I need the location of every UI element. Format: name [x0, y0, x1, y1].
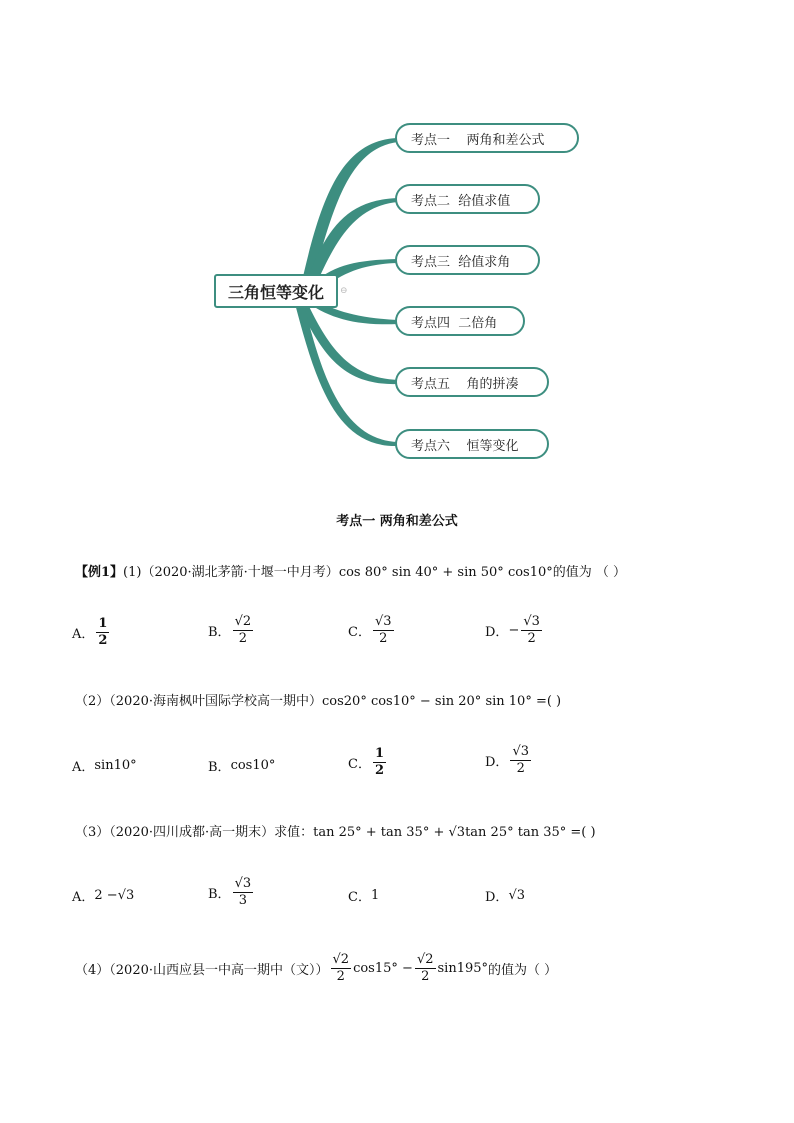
section-title: 考点一 两角和差公式	[336, 514, 458, 529]
radicand: 3	[242, 876, 252, 891]
branch-1: 考点一 两角和差公式	[395, 123, 579, 153]
denominator: 2	[98, 633, 108, 648]
option-label: D．	[485, 890, 509, 905]
option-label: A．	[72, 627, 95, 642]
sign: −	[508, 623, 520, 638]
question-3: （3）（2020·四川成都·高一期末）求值：tan 25° + tan 35° + √3tan 25° tan 35° =( )	[75, 825, 596, 840]
radicand: 3	[456, 825, 466, 840]
option-value: sin10°	[94, 758, 137, 773]
option-label: B．	[208, 887, 231, 902]
radicand: 3	[383, 614, 392, 629]
branch-6: 考点六 恒等变化	[395, 429, 549, 459]
q1-suffix: 的值为 （ ）	[552, 565, 627, 580]
denominator: 2	[527, 631, 536, 646]
q4-suffix: 的值为（ ）	[488, 963, 558, 978]
radicand: 2	[425, 952, 434, 967]
option-value: 2 −	[94, 888, 118, 903]
q3-option-c	[348, 886, 379, 905]
q1-option-b: B． $\frac{√2}{2}$	[208, 614, 252, 646]
option-label: D．	[485, 755, 509, 770]
q2-option-c	[348, 746, 388, 779]
q2-option-b	[208, 756, 275, 775]
q3-suffix: ( )	[581, 825, 596, 840]
numerator: 1	[374, 746, 384, 761]
q2-expression: cos20° cos10° − sin 20° sin 10° =	[322, 694, 547, 709]
q3-option-b: B． $\frac{√3}{3}$	[208, 876, 252, 908]
option-label: A．	[72, 760, 95, 775]
mind-map-root: 三角恒等变化	[214, 274, 338, 308]
q1-option-d: D． − $\frac{√3}{2}$	[485, 614, 540, 646]
q2-source: （2）（2020·海南枫叶国际学校高一期中）	[75, 694, 322, 709]
denominator: 2	[421, 969, 430, 984]
denominator: 2	[374, 763, 384, 778]
q4-expression-part2: sin195°	[437, 961, 489, 976]
branch-3: 考点三 给值求角	[395, 245, 540, 275]
denominator: 2	[336, 969, 345, 984]
option-label: B．	[208, 625, 231, 640]
q1-option-c: C． $\frac{√3}{2}$	[348, 614, 392, 646]
q2-option-d: D． $\frac{√3}{2}$	[485, 744, 530, 776]
q4-expression-part1: cos15° −	[353, 961, 413, 976]
q3-expression-part2: tan 25° tan 35° =	[465, 825, 582, 840]
radicand: 3	[125, 888, 135, 903]
option-label: D．	[485, 625, 509, 640]
radicand: 3	[516, 888, 526, 903]
radicand: 3	[520, 744, 530, 759]
option-value: 1	[370, 888, 380, 903]
denominator: 3	[238, 893, 247, 908]
q3-option-d: D． √3	[485, 888, 526, 905]
branch-5: 考点五 角的拼凑	[395, 367, 549, 397]
q1-option-a	[72, 616, 111, 649]
q2-suffix: ( )	[546, 694, 562, 709]
option-label: C．	[348, 625, 371, 640]
collapse-icon: ⊖	[340, 286, 348, 296]
question-1	[75, 561, 626, 580]
option-value: cos10°	[230, 758, 276, 773]
q4-source: （4）（2020·山西应县一中高一期中（文））	[75, 963, 329, 978]
q1-expression: cos 80° sin 40° + sin 50° cos10°	[338, 565, 553, 580]
question-4: （4）（2020·山西应县一中高一期中（文）） $\frac{√2}{2}$ cos15° − $\frac{√2}{2}$ sin195° 的值为（ ）	[75, 952, 558, 984]
denominator: 2	[516, 761, 525, 776]
radicand: 2	[340, 952, 350, 967]
option-label: C．	[348, 757, 371, 772]
denominator: 2	[379, 631, 388, 646]
option-label: B．	[208, 760, 231, 775]
numerator: 1	[98, 616, 108, 631]
denominator: 2	[238, 631, 247, 646]
q2-option-a	[72, 756, 137, 775]
question-2	[75, 690, 561, 709]
radicand: 3	[531, 614, 540, 629]
radicand: 2	[242, 614, 252, 629]
q3-expression-part1: tan 25° + tan 35° +	[313, 825, 449, 840]
option-label: A．	[72, 890, 95, 905]
option-label: C．	[348, 890, 371, 905]
branch-2: 考点二 给值求值	[395, 184, 540, 214]
branch-4: 考点四 二倍角	[395, 306, 525, 336]
example-label: 【例1】	[75, 565, 124, 580]
q1-source: (1)（2020·湖北茅箭·十堰一中月考）	[123, 565, 339, 580]
q3-source: （3）（2020·四川成都·高一期末）求值：	[75, 825, 314, 840]
q3-option-a: A． 2 − √3	[72, 888, 135, 905]
